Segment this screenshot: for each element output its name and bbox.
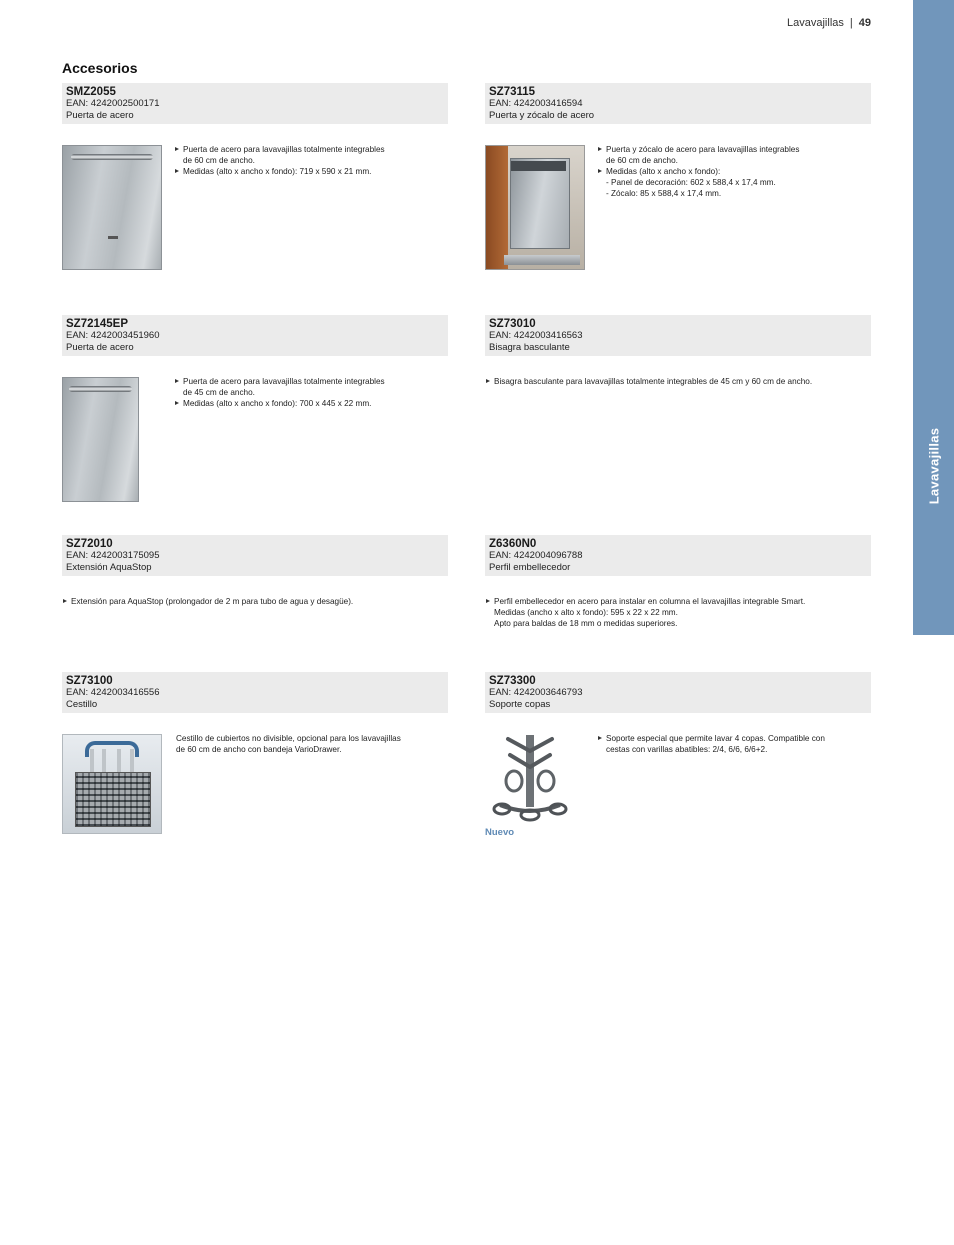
product-header-sz73300 [485,672,871,713]
list-item: Bisagra basculante para lavavajillas totalmente integrables de 45 cm y 60 cm de ancho. [485,376,871,387]
list-item: Soporte especial que permite lavar 4 copas. Compatible con cestas con varillas abatibles: 2/4, 6/6, 6/6+2. [597,733,867,755]
glass-holder-icon [490,733,570,823]
product-name: Puerta de acero [66,110,134,121]
new-badge: Nuevo [485,827,515,838]
product-header-sz72010 [62,535,448,576]
product-code: SZ73010 [489,318,536,330]
door-handle [69,386,132,392]
product-description [597,144,867,199]
product-code: SMZ2055 [66,86,116,98]
product-description [174,376,444,409]
product-image [485,145,585,270]
product-name: Puerta de acero [66,342,134,353]
description-line: de 60 cm de ancho con bandeja VarioDrawer. [176,745,342,754]
product-description [62,596,448,607]
product-header-z6360n0 [485,535,871,576]
product-header-sz73010 [485,315,871,356]
page-header [787,17,871,29]
product-image [490,733,570,823]
list-item: Puerta de acero para lavavajillas totalmente integrables de 45 cm de ancho. [174,376,444,398]
product-header-sz73100 [62,672,448,713]
product-ean: EAN: 4242003646793 [489,687,583,698]
brand-logo [108,236,118,239]
product-header-sz73115 [485,83,871,124]
product-ean: EAN: 4242004096788 [489,550,583,561]
product-ean: EAN: 4242003416556 [66,687,160,698]
product-code: SZ72010 [66,538,113,550]
product-ean: EAN: 4242002500171 [66,98,160,109]
description-line: Cestillo de cubiertos no divisible, opcional para los lavavajillas [176,734,401,743]
product-name: Bisagra basculante [489,342,570,353]
product-header-sz72145ep [62,315,448,356]
product-code: SZ73115 [489,86,536,98]
product-ean: EAN: 4242003416563 [489,330,583,341]
product-code: SZ73100 [66,675,113,687]
door-handle [71,154,153,160]
list-item: Perfil embellecedor en acero para instalar en columna el lavavajillas integrable Smart. Medidas (ancho x alto x fondo): 595 x 22 x 22 mm. Apto para baldas de 18 mm o medidas superiores. [485,596,871,629]
product-description [174,144,444,177]
list-item: Extensión para AquaStop (prolongador de 2 m para tubo de agua y desagüe). [62,596,448,607]
product-code: Z6360N0 [489,538,537,550]
product-ean: EAN: 4242003175095 [66,550,160,561]
dishwasher-front [510,158,571,249]
product-name: Puerta y zócalo de acero [489,110,595,121]
product-name: Extensión AquaStop [66,562,152,573]
list-item: Puerta y zócalo de acero para lavavajillas integrables de 60 cm de ancho. [597,144,867,166]
product-image [62,377,139,502]
list-item: Medidas (alto x ancho x fondo): 719 x 590 x 21 mm. [174,166,444,177]
product-image [62,145,162,270]
product-name: Perfil embellecedor [489,562,571,573]
side-tab [913,0,954,635]
control-panel [511,161,566,171]
product-image [62,734,162,834]
list-item: Puerta de acero para lavavajillas totalmente integrables de 60 cm de ancho. [174,144,444,166]
section-title: Accesorios [62,60,138,76]
product-description [597,733,867,755]
product-name: Soporte copas [489,699,551,710]
product-ean: EAN: 4242003416594 [489,98,583,109]
product-code: SZ72145EP [66,318,129,330]
list-item: Medidas (alto x ancho x fondo): - Panel de decoración: 602 x 588,4 x 17,4 mm. - Zócalo: 85 x 588,4 x 17,4 mm. [597,166,867,199]
header-separator: | [849,17,853,29]
product-description [176,733,448,755]
product-ean: EAN: 4242003451960 [66,330,160,341]
list-item: Medidas (alto x ancho x fondo): 700 x 445 x 22 mm. [174,398,444,409]
product-description [485,596,871,629]
product-code: SZ73300 [489,675,536,687]
header-section: Lavavajillas [787,17,844,29]
product-header-smz2055 [62,83,448,124]
basket-body [75,772,151,827]
plinth [504,255,580,265]
page-number: 49 [858,17,871,29]
product-name: Cestillo [66,699,98,710]
cabinet-wood [486,146,508,269]
product-description [485,376,871,387]
side-tab-label: Lavavajillas [926,427,941,505]
